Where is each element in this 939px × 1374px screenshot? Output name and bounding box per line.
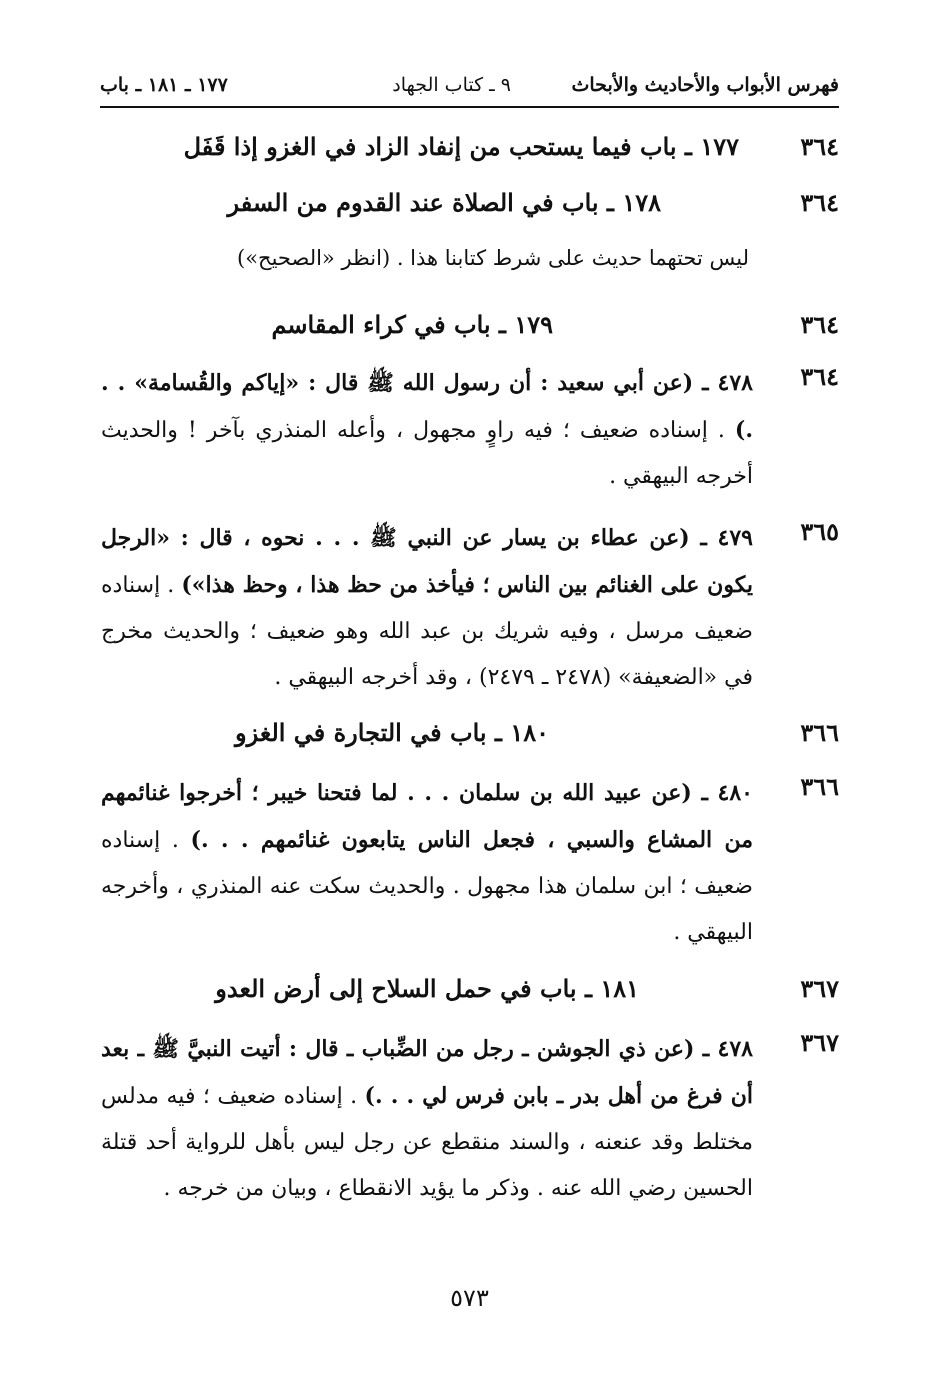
- chapter-row: [100, 974, 839, 1024]
- page-ref: ٣٦٦: [800, 772, 839, 801]
- page-ref: ٣٦٧: [800, 1028, 839, 1057]
- page-ref: ٣٦٥: [800, 517, 839, 546]
- header-chapter-range: ١٧٧ ـ ١٨١ ـ باب: [100, 74, 228, 96]
- page-ref: ٣٦٦: [800, 718, 839, 747]
- chapter-title: ١٨٠ ـ باب في التجارة في الغزو: [235, 718, 549, 747]
- hadith-quote: ٤٨٠ ـ (عن عبيد الله بن سلمان . . . لما فتحنا خيبر ؛ أخرجوا غنائمهم من المشاع والسبي ، فجعل الناس يتابعون غنائمهم . . .): [101, 780, 753, 853]
- chapter-row: [100, 188, 839, 238]
- hadith-grading: . إسناده ضعيف مرسل ، وفيه شريك بن عبد الله وهو ضعيف ؛ والحديث مخرج في «الضعيفة» (٢٤٧٨ ـ ٢٤٧٩) ، وقد أخرجه البيهقي .: [101, 573, 753, 690]
- chapter-note: ليس تحتهما حديث على شرط كتابنا هذا . (انظر «الصحيح»): [237, 246, 749, 270]
- hadith-text: [101, 1026, 753, 1212]
- page-ref: ٣٦٤: [800, 310, 839, 339]
- hadith-grading: . إسناده ضعيف ؛ فيه راوٍ مجهول ، وأعله المنذري بآخر ! والحديث أخرجه البيهقي .: [101, 418, 753, 489]
- chapter-row: [100, 132, 839, 182]
- chapter-row: [100, 718, 839, 768]
- hadith-text: [101, 360, 753, 500]
- chapter-row: [100, 310, 839, 360]
- hadith-text: [101, 770, 753, 956]
- page-ref: ٣٦٧: [800, 974, 839, 1003]
- hadith-grading: . إسناده ضعيف ؛ ابن سلمان هذا مجهول . والحديث سكت عنه المنذري ، وأخرجه البيهقي .: [101, 828, 753, 945]
- running-header: [100, 70, 839, 108]
- chapter-title: ١٨١ ـ باب في حمل السلاح إلى أرض العدو: [215, 974, 639, 1003]
- hadith-quote: ٤٧٨ ـ (عن ذي الجوشن ـ رجل من الضِّباب ـ قال : أتيت النبيَّ ﷺ ـ بعد أن فرغ من أهل بدر ـ بابن فرس لي . . .): [101, 1036, 753, 1109]
- header-index-title: فهرس الأبواب والأحاديث والأبحاث: [571, 74, 839, 96]
- hadith-grading: . إسناده ضعيف ؛ فيه مدلس مختلط وقد عنعنه ، والسند منقطع عن رجل ليس بأهل للرواية أحد قتلة الحسين رضي الله عنه . وذكر ما يؤيد الانقطاع ، وبيان من خرجه .: [101, 1084, 753, 1201]
- hadith-text: [101, 515, 753, 701]
- page-ref: ٣٦٤: [800, 188, 839, 217]
- hadith-quote: ٤٧٨ ـ (عن أبي سعيد : أن رسول الله ﷺ قال : «إياكم والقُسامة» . . .): [101, 370, 753, 443]
- header-book-title: ٩ ـ كتاب الجهاد: [392, 74, 511, 96]
- hadith-quote: ٤٧٩ ـ (عن عطاء بن يسار عن النبي ﷺ . . . نحوه ، قال : «الرجل يكون على الغنائم بين الناس ؛ فيأخذ من حظ هذا ، وحظ هذا»): [101, 525, 753, 598]
- page-ref: ٣٦٤: [800, 132, 839, 161]
- chapter-title: ١٧٩ ـ باب في كراء المقاسم: [271, 310, 553, 339]
- chapter-title: ١٧٨ ـ باب في الصلاة عند القدوم من السفر: [227, 188, 661, 217]
- page-number: ٥٧٣: [450, 1284, 489, 1312]
- page-ref: ٣٦٤: [800, 362, 839, 391]
- chapter-title: ١٧٧ ـ باب فيما يستحب من إنفاد الزاد في الغزو إذا قَفَل: [183, 132, 739, 161]
